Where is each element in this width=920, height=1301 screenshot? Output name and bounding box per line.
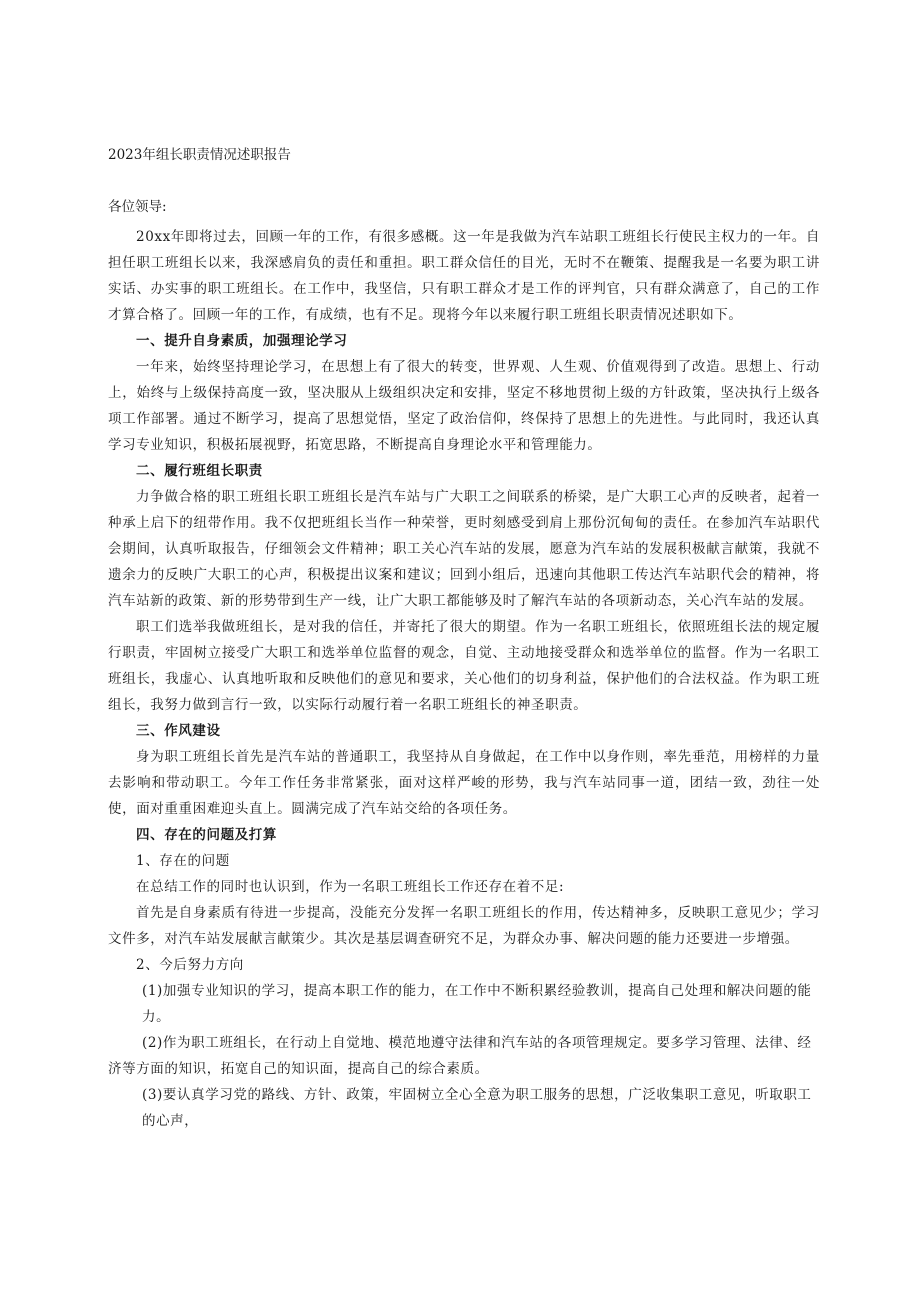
section-2-paragraph-1: 力争做合格的职工班组长职工班组长是汽车站与广大职工之间联系的桥梁，是广大职工心声的反映者，起着一种承上启下的纽带作用。我不仅把班组长当作一种荣誉，更时刻感受到肩上那份沉甸甸的责任。在参加汽车站职代会期间，认真听取报告，仔细领会文件精神；职工关心汽车站的发展，愿意为汽车站的发展积极献言献策，我就不遗余力的反映广大职工的心声，积极提出议案和建议；回到小组后，迅速向其他职工传达汽车站职代会的精神，将汽车站新的政策、新的形势带到生产一线，让广大职工都能够及时了解汽车站的各项新动态，关心汽车站的发展。 (108, 489, 820, 609)
section-4-heading: 四、存在的问题及打算 (136, 827, 277, 843)
section-1-paragraph: 一年来，始终坚持理论学习，在思想上有了很大的转变，世界观、人生观、价值观得到了改造。思想上、行动上，始终与上级保持高度一致，坚决服从上级组织决定和安排，坚定不移地贯彻上级的方针政策，坚决执行上级各项工作部署。通过不断学习，提高了思想觉悟，坚定了政治信仰，终保持了思想上的先进性。与此同时，我还认真学习专业知识，积极拓展视野，拓宽思路，不断提高自身理论水平和管理能力。 (108, 359, 820, 453)
section-2-paragraph-2: 职工们选举我做班组长，是对我的信任，并寄托了很大的期望。作为一名职工班组长，依照班组长法的规定履行职责，牢固树立接受广大职工和选举单位监督的观念，自觉、主动地接受群众和选举单位的监督。作为一名职工班组长，我虚心、认真地听取和反映他们的意见和要求，关心他们的切身利益，保护他们的合法权益。作为职工班组长，我努力做到言行一致，以实际行动履行着一名职工班组长的神圣职责。 (108, 619, 820, 713)
greeting: 各位领导: (108, 199, 167, 215)
section-3-paragraph: 身为职工班组长首先是汽车站的普通职工，我坚持从自身做起，在工作中以身作则，率先垂范，用榜样的力量去影响和带动职工。今年工作任务非常紧张，面对这样严峻的形势，我与汽车站同事一道，团结一致，劲往一处使，面对重重困难迎头直上。圆满完成了汽车站交给的各项任务。 (108, 749, 820, 817)
subsection-1-paragraph: 首先是自身素质有待进一步提高，没能充分发挥一名职工班组长的作用，传达精神多，反映职工意见少；学习文件多，对汽车站发展献言献策少。其次是基层调查研究不足，为群众办事、解决问题的能力还要进一步增强。 (108, 905, 820, 947)
section-2-heading: 二、履行班组长职责 (136, 463, 263, 479)
list-item-3: (3)要认真学习党的路线、方针、政策，牢固树立全心全意为职工服务的思想，广泛收集职工意见，听取职工的心声， (142, 1087, 812, 1129)
intro-paragraph: 20xx年即将过去，回顾一年的工作，有很多感概。这一年是我做为汽车站职工班组长行使民主权力的一年。自担任职工班组长以来，我深感肩负的责任和重担。职工群众信任的目光，无时不在鞭策、提醒我是一名要为职工讲实话、办实事的职工班组长。在工作中，我坚信，只有职工群众才是工作的评判官，只有群众满意了，自己的工作才算合格了。回顾一年的工作，有成绩，也有不足。现将今年以来履行职工班组长职责情况述职如下。 (108, 229, 820, 323)
document-body (108, 224, 820, 1134)
subsection-2-heading: 2、今后努力方向 (136, 957, 244, 973)
list-item-2-line-2: 济等方面的知识，拓宽自己的知识面，提高自己的综合素质。 (108, 1061, 489, 1077)
subsection-1-heading: 1、存在的问题 (136, 853, 230, 869)
list-item-2-line-1: (2)作为职工班组长，在行动上自觉地、模范地遵守法律和汽车站的各项管理规定。要多学习管理、法律、经 (142, 1035, 812, 1051)
section-3-heading: 三、作风建设 (136, 723, 221, 739)
list-item-1: (1)加强专业知识的学习，提高本职工作的能力，在工作中不断积累经验教训，提高自己处理和解决问题的能力。 (142, 983, 812, 1025)
section-1-heading: 一、提升自身素质，加强理论学习 (136, 333, 348, 349)
document-title: 2023年组长职责情况述职报告 (108, 147, 291, 163)
subsection-1-intro: 在总结工作的同时也认识到，作为一名职工班组长工作还存在着不足: (136, 879, 565, 895)
